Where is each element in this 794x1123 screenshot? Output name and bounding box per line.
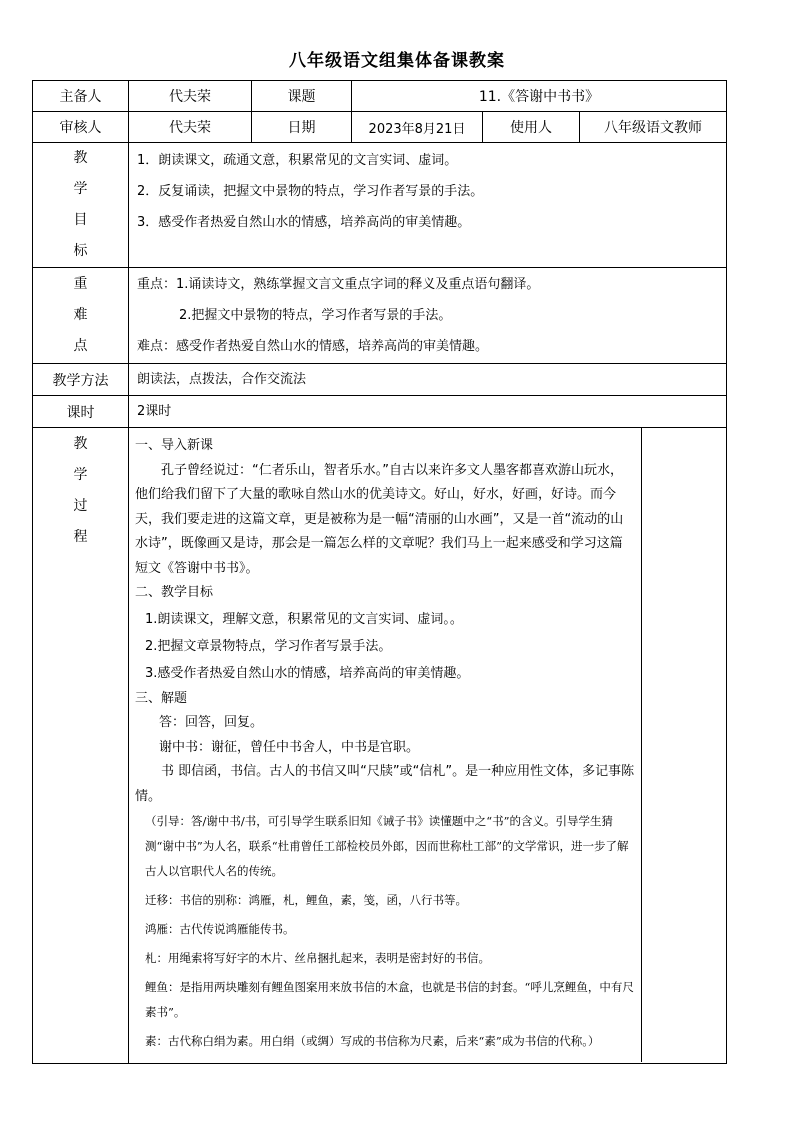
liyu-note: 鲤鱼：是指用两块雕刻有鲤鱼图案用来放书信的木盒，也就是书信的封套。“呼儿烹鲤鱼，中有尺素书”。 — [145, 980, 634, 1019]
inner-column-divider — [641, 428, 642, 1062]
goals-label: 教 学 目 标 — [33, 143, 129, 268]
process-content — [129, 428, 727, 1064]
date-value: 2023年8月21日 — [352, 112, 483, 143]
zha-note: 札：用绳索将写好字的木片、丝帛捆扎起来，表明是密封好的书信。 — [145, 951, 490, 965]
process-label: 教 学 过 程 — [33, 428, 129, 1064]
date-label: 日期 — [252, 112, 352, 143]
user-label: 使用人 — [483, 112, 580, 143]
xie-line: 谢中书：谢征，曾任中书舍人，中书是官职。 — [159, 739, 420, 755]
shu-line: 书 即信函，书信。古人的书信又叫“尺牍”或“信札”。是一种应用性文体，多记事陈情。 — [135, 764, 635, 804]
section-title: 三、解题 — [135, 690, 188, 706]
preparer-value: 代夫荣 — [129, 81, 252, 112]
user-value: 八年级语文教师 — [580, 112, 727, 143]
transfer-note: 迁移：书信的别称：鸿雁，札，鲤鱼，素，笺，函，八行书等。 — [145, 893, 467, 907]
row-key-points — [33, 268, 727, 364]
goal-item: 2．反复诵读，把握文中景物的特点，学习作者写景的手法。 — [137, 184, 484, 199]
section-title: 一、导入新课 — [135, 438, 214, 453]
objective-item: 1.朗读课文，理解文意，积累常见的文言实词、虚词。。 — [145, 611, 463, 627]
row-goals — [33, 143, 727, 268]
row-process — [33, 428, 727, 1064]
topic-value: 11.《答谢中书书》 — [352, 81, 727, 112]
hongyan-note: 鸿雁：古代传说鸿雁能传书。 — [145, 922, 295, 936]
key-point-item: 重点：1.诵读诗文，熟练掌握文言文重点字词的释义及重点语句翻译。 — [137, 277, 540, 292]
answer-line: 答：回答，回复。 — [159, 715, 264, 730]
lesson-plan-table — [32, 80, 727, 1064]
method-value: 朗读法，点拨法，合作交流法 — [137, 372, 307, 387]
method-content — [129, 364, 727, 396]
hours-label: 课时 — [33, 396, 129, 428]
row-method — [33, 364, 727, 396]
goal-item: 3．感受作者热爱自然山水的情感，培养高尚的审美情趣。 — [137, 215, 471, 230]
method-label: 教学方法 — [33, 364, 129, 396]
key-points-label: 重 难 点 — [33, 268, 129, 364]
hours-value: 2课时 — [137, 404, 172, 419]
objective-item: 3.感受作者热爱自然山水的情感，培养高尚的审美情趣。 — [145, 665, 470, 681]
key-points-content — [129, 268, 727, 364]
key-point-item: 2.把握文中景物的特点，学习作者写景的手法。 — [179, 308, 452, 323]
su-note: 素：古代称白绢为素。用白绢（或绸）写成的书信称为尺素，后来“素”成为书信的代称。） — [145, 1034, 600, 1048]
row-reviewer — [33, 112, 727, 143]
goal-item: 1．朗读课文，疏通文意，积累常见的文言实词、虚词。 — [137, 153, 458, 168]
process-text — [135, 434, 635, 1054]
row-preparer — [33, 81, 727, 112]
hours-content — [129, 396, 727, 428]
page-title: 八年级语文组集体备课教案 — [289, 51, 505, 71]
section-title: 二、教学目标 — [135, 585, 214, 600]
guide-note: （引导：答/谢中书/书，可引导学生联系旧知《诫子书》读懂题中之“书”的含义。引导学生猜测“谢中书”为人名，联系“杜甫曾任工部检校员外郎，因而世称杜工部”的文学常识，进一步了解古人以官职代人名的传统。 — [145, 814, 629, 878]
preparer-label: 主备人 — [33, 81, 129, 112]
objective-item: 2.把握文章景物特点，学习作者写景手法。 — [145, 638, 392, 654]
goals-content — [129, 143, 727, 268]
intro-paragraph: 孔子曾经说过：“仁者乐山，智者乐水。”自古以来许多文人墨客都喜欢游山玩水，他们给我们留下了大量的歌咏自然山水的优美诗文。好山，好水，好画，好诗。而今天，我们要走进的这篇文章，更是被称为是一幅“清丽的山水画”，又是一首“流动的山水诗”，既像画又是诗，那会是一篇怎么样的文章呢？我们马上一起来感受和学习这篇短文《答谢中书书》。 — [135, 462, 624, 576]
row-hours — [33, 396, 727, 428]
key-point-item: 难点：感受作者热爱自然山水的情感，培养高尚的审美情趣。 — [137, 339, 489, 354]
reviewer-value: 代夫荣 — [129, 112, 252, 143]
topic-label: 课题 — [252, 81, 352, 112]
reviewer-label: 审核人 — [33, 112, 129, 143]
